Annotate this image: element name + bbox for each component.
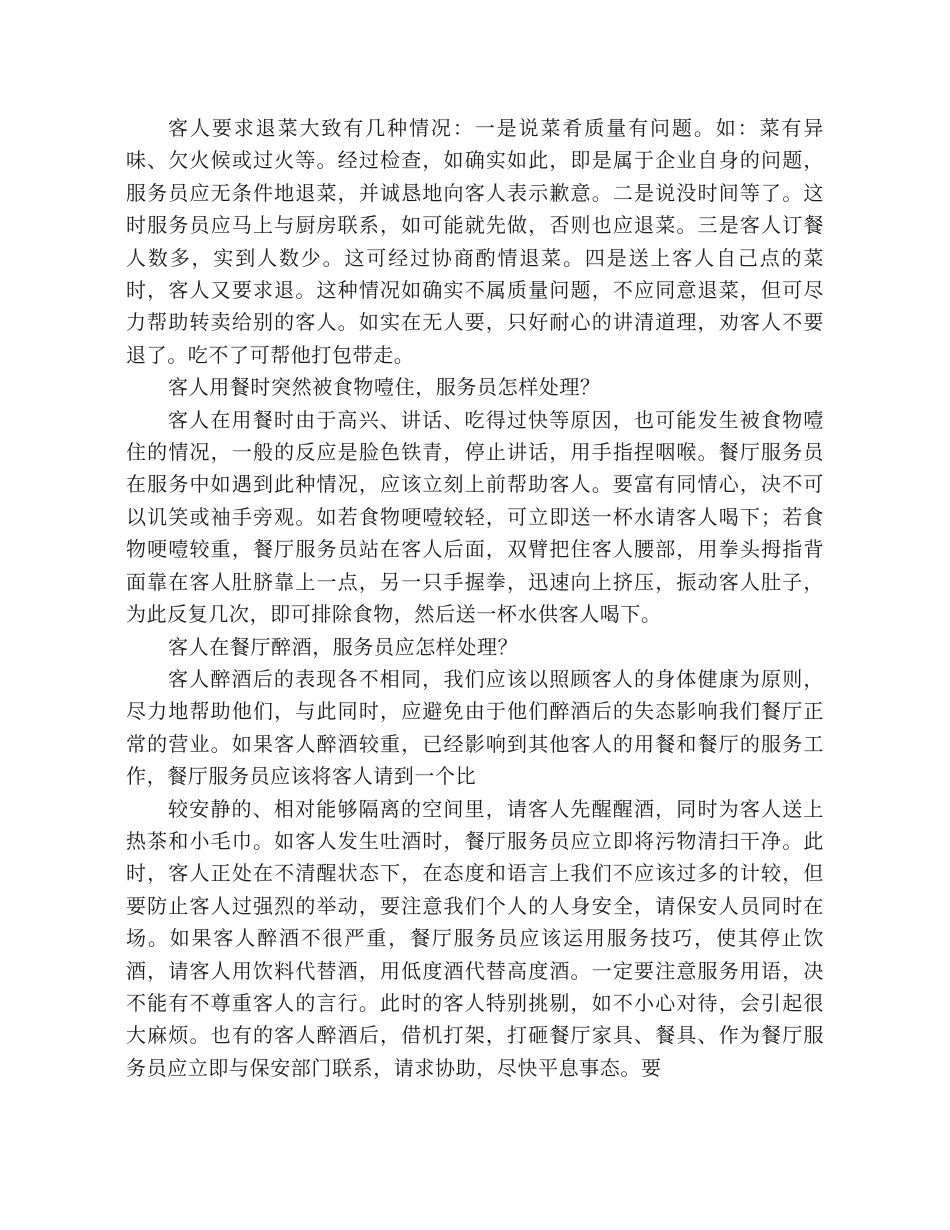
document-body [126,112,824,1084]
paragraph-refund-dishes: 客人要求退菜大致有几种情况：一是说菜肴质量有问题。如：菜有异味、欠火候或过火等。经过检查，如确实如此，即是属于企业自身的问题，服务员应无条件地退菜，并诚恳地向客人表示歉意。二是说没时间等了。这时服务员应马上与厨房联系，如可能就先做，否则也应退菜。三是客人订餐人数多，实到人数少。这可经过协商酌情退菜。四是送上客人自己点的菜时，客人又要求退。这种情况如确实不属质量问题，不应同意退菜，但可尽力帮助转卖给别的客人。如实在无人要，只好耐心的讲清道理，劝客人不要退了。吃不了可帮他打包带走。 [126,116,824,367]
paragraph-choking: 客人在用餐时由于高兴、讲话、吃得过快等原因，也可能发生被食物噎住的情况，一般的反应是脸色铁青，停止讲话，用手指捏咽喉。餐厅服务员在服务中如遇到此种情况，应该立刻上前帮助客人。要富有同情心，决不可以讥笑或袖手旁观。如若食物哽噎较轻，可立即送一杯水请客人喝下；若食物哽噎较重，餐厅服务员站在客人后面，双臂把住客人腰部，用拳头拇指背面靠在客人肚脐靠上一点，另一只手握拳，迅速向上挤压，振动客人肚子，为此反复几次，即可排除食物，然后送一杯水供客人喝下。 [126,407,824,627]
heading-choking: 客人用餐时突然被食物噎住，服务员怎样处理？ [168,375,601,400]
heading-drunk-guest: 客人在餐厅醉酒，服务员应怎样处理？ [168,634,519,659]
paragraph-drunk-guest-continued: 较安静的、相对能够隔离的空间里，请客人先醒醒酒，同时为客人送上热茶和小毛巾。如客人发生吐酒时，餐厅服务员应立即将污物清扫干净。此时，客人正处在不清醒状态下，在态度和语言上我们不应该过多的计较，但要防止客人过强烈的举动，要注意我们个人的人身安全，请保安人员同时在场。如果客人醉酒不很严重，餐厅服务员应该运用服务技巧，使其停止饮酒，请客人用饮料代替酒，用低度酒代替高度酒。一定要注意服务用语，决不能有不尊重客人的言行。此时的客人特别挑剔，如不小心对待，会引起很大麻烦。也有的客人醉酒后，借机打架，打砸餐厅家具、餐具、作为餐厅服务员应立即与保安部门联系，请求协助，尽快平息事态。要 [126,796,824,1080]
paragraph-drunk-guest: 客人醉酒后的表现各不相同，我们应该以照顾客人的身体健康为原则，尽力地帮助他们，与此同时，应避免由于他们醉酒后的失态影响我们餐厅正常的营业。如果客人醉酒较重，已经影响到其他客人的用餐和餐厅的服务工作，餐厅服务员应该将客人请到一个比 [126,666,824,789]
